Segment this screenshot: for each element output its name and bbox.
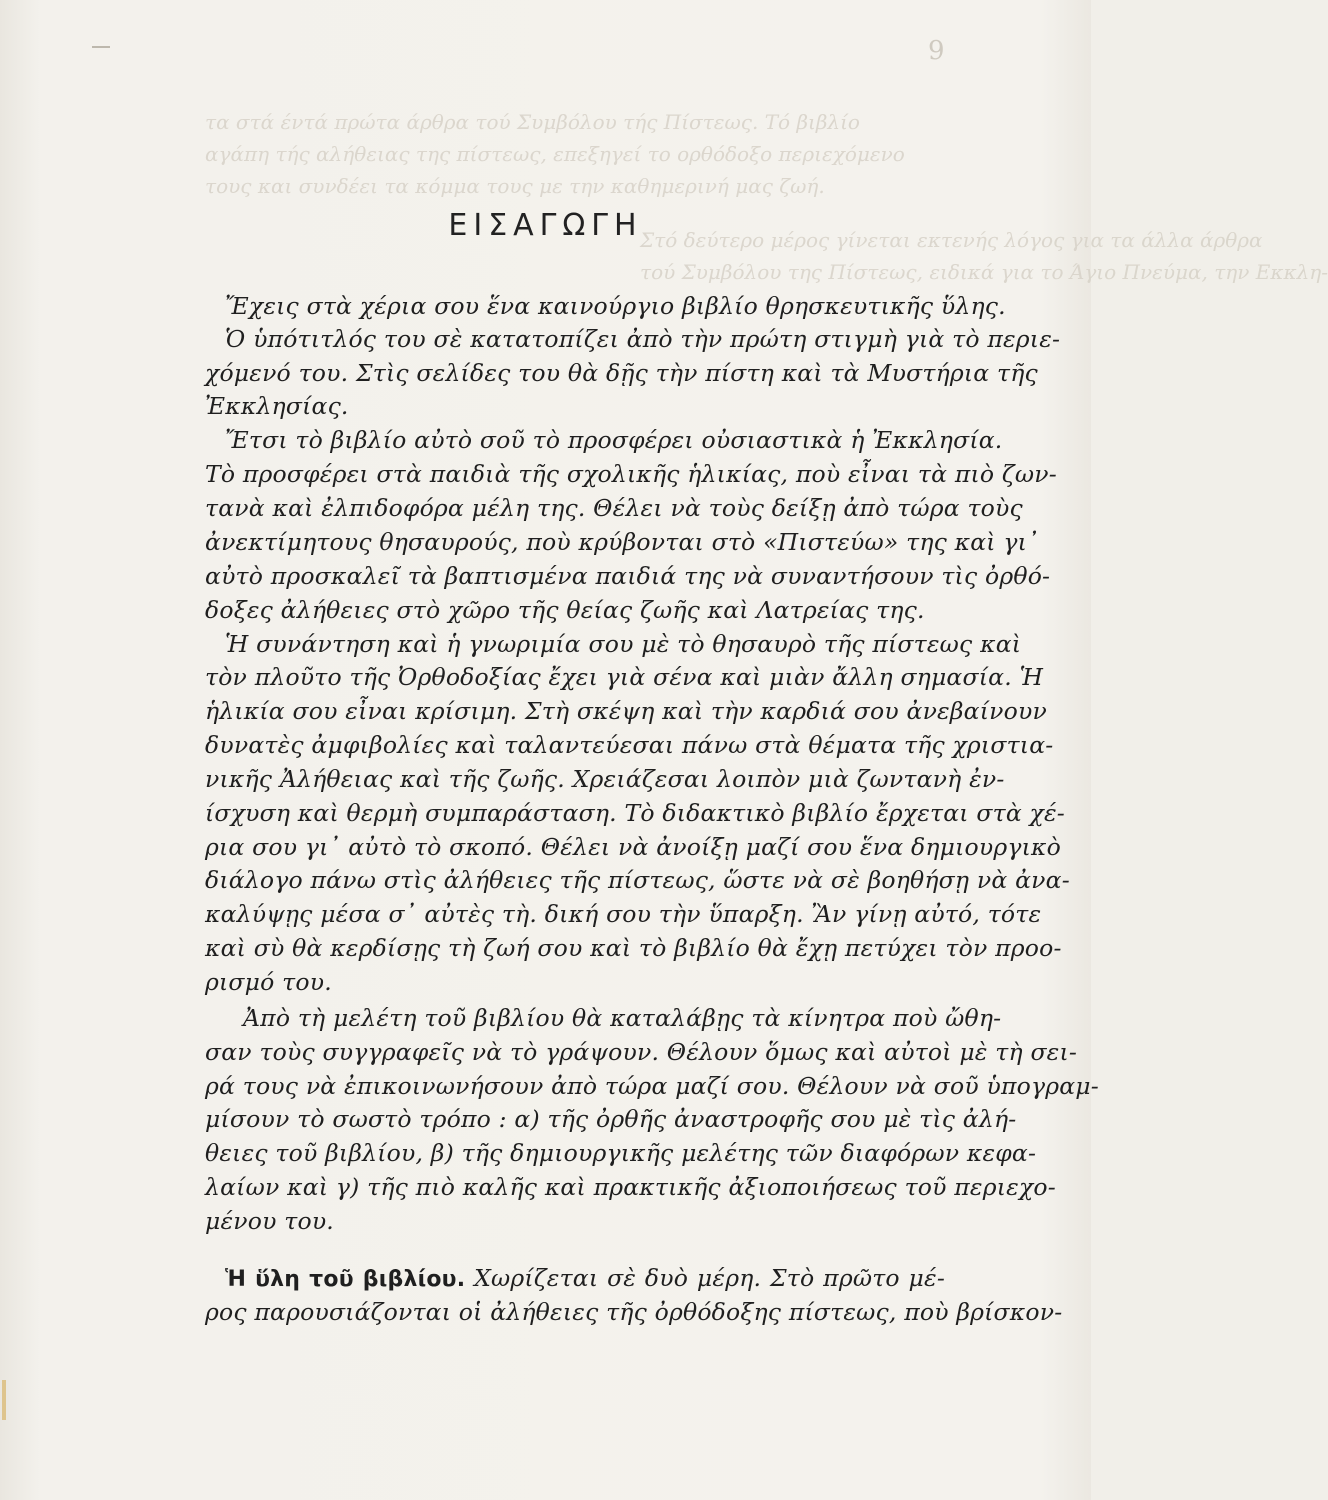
text-line-with-lead bbox=[205, 1264, 945, 1300]
text-line: Ἀπὸ τὴ μελέτη τοῦ βιβλίου θὰ καταλάβῃς τὰ κίνητρα ποὺ ὤθη- bbox=[243, 1004, 1002, 1032]
text-line: Ὁ ὑπότιτλός του σὲ κατατοπίζει ἀπὸ τὴν πρώτη στιγμὴ γιὰ τὸ περιε- bbox=[225, 325, 1061, 353]
text-line: ἀνεκτίμητους θησαυρούς, ποὺ κρύβονται στὸ «Πιστεύω» της καὶ γι᾿ bbox=[205, 528, 1039, 556]
text-line: χόμενό του. Στὶς σελίδες του θὰ δῇς τὴν πίστη καὶ τὰ Μυστήρια τῆς bbox=[205, 359, 1038, 387]
margin-stain bbox=[2, 1380, 6, 1420]
bleed-through-line: τους και συνδέει τα κόμμα τους με την καθημερινή μας ζωή. bbox=[205, 174, 825, 198]
text-line: αὐτὸ προσκαλεῖ τὰ βαπτισμένα παιδιά της νὰ συναντήσουν τὶς ὀρθό- bbox=[205, 562, 1051, 590]
bleed-through-line: αγάπη τής αλήθειας της πίστεως, επεξηγεί το ορθόδοξο περιεχόμενο bbox=[205, 142, 905, 166]
text-line: καὶ σὺ θὰ κερδίσῃς τὴ ζωή σου καὶ τὸ βιβλίο θὰ ἔχῃ πετύχει τὸν προο- bbox=[205, 934, 1062, 962]
text-line: λαίων καὶ γ) τῆς πιὸ καλῆς καὶ πρακτικῆς ἀξιοποιήσεως τοῦ περιεχο- bbox=[205, 1173, 1056, 1201]
section-lead: Ἡ ὕλη τοῦ βιβλίου. bbox=[225, 1267, 466, 1292]
text-line: Τὸ προσφέρει στὰ παιδιὰ τῆς σχολικῆς ἡλικίας, ποὺ εἶναι τὰ πιὸ ζων- bbox=[205, 460, 1057, 488]
text-line: σαν τοὺς συγγραφεῖς νὰ τὸ γράψουν. Θέλουν ὅμως καὶ αὐτοὶ μὲ τὴ σει- bbox=[205, 1038, 1078, 1066]
text-line: ἡλικία σου εἶναι κρίσιμη. Στὴ σκέψη καὶ τὴν καρδιά σου ἀνεβαίνουν bbox=[205, 697, 1047, 725]
text-line: Ἔτσι τὸ βιβλίο αὐτὸ σοῦ τὸ προσφέρει οὐσιαστικὰ ἡ Ἐκκλησία. bbox=[225, 426, 1003, 454]
text-line: μένου του. bbox=[205, 1207, 334, 1235]
text-line: Ἡ συνάντηση καὶ ἡ γνωριμία σου μὲ τὸ θησαυρὸ τῆς πίστεως καὶ bbox=[225, 630, 1022, 658]
text-line: ρά τους νὰ ἐπικοινωνήσουν ἀπὸ τώρα μαζί σου. Θέλουν νὰ σοῦ ὑπογραμ- bbox=[205, 1072, 1099, 1100]
page-number: 9 bbox=[928, 36, 945, 66]
text-line: ρισμό του. bbox=[205, 968, 332, 996]
text-line: διάλογο πάνω στὶς ἀλήθειες τῆς πίστεως, ὥστε νὰ σὲ βοηθήσῃ νὰ ἀνα- bbox=[205, 866, 1070, 894]
text-line: θειες τοῦ βιβλίου, β) τῆς δημιουργικῆς μελέτης τῶν διαφόρων κεφα- bbox=[205, 1139, 1037, 1167]
bleed-through-line: Στό δεύτερο μέρος γίνεται εκτενής λόγος για τα άλλα άρθρα bbox=[640, 228, 1263, 252]
text-line: τὸν πλοῦτο τῆς Ὀρθοδοξίας ἔχει γιὰ σένα καὶ μιὰν ἄλλη σημασία. Ἡ bbox=[205, 663, 1044, 691]
text-line: ίσχυση καὶ θερμὴ συμπαράσταση. Τὸ διδακτικὸ βιβλίο ἔρχεται στὰ χέ- bbox=[205, 799, 1065, 827]
bleed-through-line: τα στά έντά πρώτα άρθρα τού Συμβόλου τής Πίστεως. Τό βιβλίο bbox=[205, 110, 860, 134]
page-corner-mark bbox=[92, 46, 110, 48]
text-line: Ἐκκλησίας. bbox=[205, 392, 349, 420]
text-line: νικῆς Ἀλήθειας καὶ τῆς ζωῆς. Χρειάζεσαι λοιπὸν μιὰ ζωντανὴ ἐν- bbox=[205, 765, 1005, 793]
text-span: Χωρίζεται σὲ δυὸ μέρη. Στὸ πρῶτο μέ- bbox=[465, 1264, 945, 1292]
text-line: Ἔχεις στὰ χέρια σου ἕνα καινούργιο βιβλίο θρησκευτικῆς ὕλης. bbox=[225, 292, 1006, 320]
text-line: ρος παρουσιάζονται οἱ ἀλήθειες τῆς ὀρθόδοξης πίστεως, ποὺ βρίσκον- bbox=[205, 1298, 1063, 1326]
page-heading: ΕΙΣΑΓΩΓΗ bbox=[448, 208, 643, 243]
text-line: μίσουν τὸ σωστὸ τρόπο : α) τῆς ὀρθῆς ἀναστροφῆς σου μὲ τὶς ἀλή- bbox=[205, 1105, 1017, 1133]
text-line: καλύψῃς μέσα σ᾿ αὐτὲς τὴ. δική σου τὴν ὕπαρξη. Ἂν γίνῃ αὐτό, τότε bbox=[205, 900, 1042, 928]
text-line: τανὰ καὶ ἐλπιδοφόρα μέλη της. Θέλει νὰ τοὺς δείξῃ ἀπὸ τώρα τοὺς bbox=[205, 494, 1023, 522]
text-line: ρια σου γι᾿ αὐτὸ τὸ σκοπό. Θέλει νὰ ἀνοίξῃ μαζί σου ἕνα δημιουργικὸ bbox=[205, 833, 1061, 861]
text-line: δοξες ἀλήθειες στὸ χῶρο τῆς θείας ζωῆς καὶ Λατρείας της. bbox=[205, 596, 925, 624]
text-line: δυνατὲς ἀμφιβολίες καὶ ταλαντεύεσαι πάνω στὰ θέματα τῆς χριστια- bbox=[205, 731, 1054, 759]
bleed-through-line: τού Συμβόλου της Πίστεως, ειδικά για το Άγιο Πνεύμα, την Εκκλη- bbox=[640, 260, 1328, 284]
